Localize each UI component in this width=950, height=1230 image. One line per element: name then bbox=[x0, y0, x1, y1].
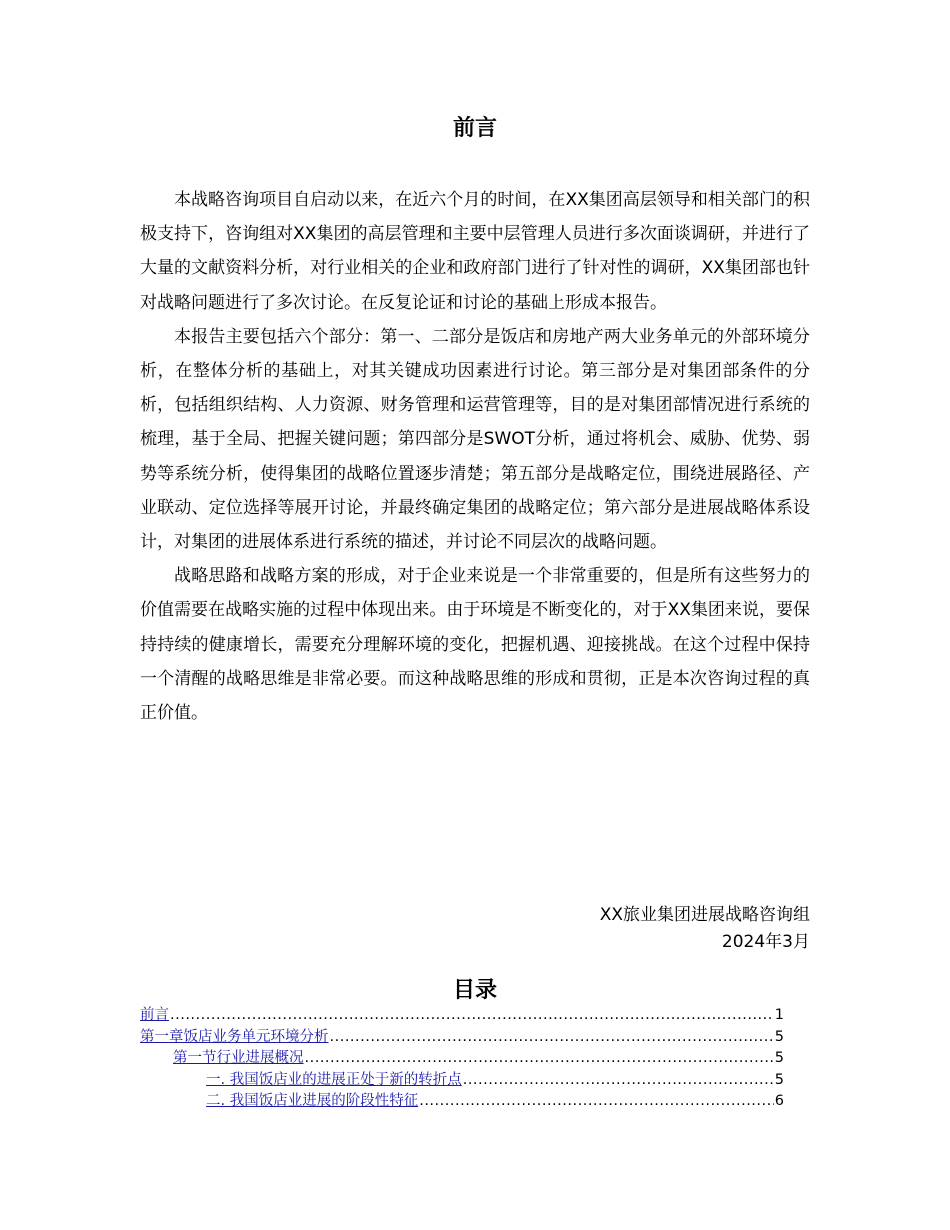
signature-block bbox=[600, 902, 810, 956]
toc-title: 目录 bbox=[452, 978, 497, 1003]
toc-leader-dots bbox=[330, 1027, 774, 1049]
toc-page-number: 5 bbox=[774, 1071, 784, 1088]
toc-entry-preface bbox=[140, 1005, 784, 1027]
signature-org: XX旅业集团进展战略咨询组 bbox=[599, 905, 810, 925]
toc-page-number: 5 bbox=[774, 1050, 784, 1066]
toc-leader-dots bbox=[419, 1091, 774, 1113]
toc-link-subsection-1[interactable]: 一. 我国饭店业的进展正处于新的转折点 bbox=[206, 1071, 462, 1088]
toc-page-number: 6 bbox=[774, 1093, 784, 1109]
preface-paragraph-2: 本报告主要包括六个部分：第一、二部分是饭店和房地产两大业务单元的外部环境分析，在整体分析的基础上，对其关键成功因素进行讨论。第三部分是对集团部条件的分析，包括组织结构、人力资源、财务管理和运营管理等，目的是对集团部情况进行系统的梳理，基于全局、把握关键问题；第四部分是SWOT分析，通过将机会、威胁、优势、弱势等系统分析，使得集团的战略位置逐步清楚；第五部分是战略定位，围绕进展路径、产业联动、定位选择等展开讨论，并最终确定集团的战略定位；第六部分是进展战略体系设计，对集团的进展体系进行系统的描述，并讨论不同层次的战略问题。 bbox=[140, 326, 810, 553]
preface-paragraph-1: 本战略咨询项目自启动以来，在近六个月的时间，在XX集团高层领导和相关部门的积极支持下，咨询组对XX集团的高层管理和主要中层管理人员进行多次面谈调研，并进行了大量的文献资料分析，对行业相关的企业和政府部门进行了针对性的调研，XX集团部也针对战略问题进行了多次讨论。在反复论证和讨论的基础上形成本报告。 bbox=[140, 190, 810, 313]
toc-link-subsection-2[interactable]: 二. 我国饭店业进展的阶段性特征 bbox=[206, 1093, 419, 1109]
toc-leader-dots bbox=[463, 1070, 774, 1092]
toc-page-number: 5 bbox=[774, 1028, 784, 1045]
toc-leader-dots bbox=[305, 1048, 774, 1070]
toc-entry-subsection-2 bbox=[140, 1091, 784, 1113]
toc-link-section-1[interactable]: 第一节行业进展概况 bbox=[173, 1050, 304, 1066]
table-of-contents bbox=[140, 1005, 784, 1113]
preface-paragraph-3: 战略思路和战略方案的形成，对于企业来说是一个非常重要的，但是所有这些努力的价值需要在战略实施的过程中体现出来。由于环境是不断变化的，对于XX集团来说，要保持持续的健康增长，需要充分理解环境的变化，把握机遇、迎接挑战。在这个过程中保持一个清醒的战略思维是非常必要。而这种战略思维的形成和贯彻，正是本次咨询过程的真正价值。 bbox=[140, 566, 810, 724]
toc-link-chapter-1[interactable]: 第一章饭店业务单元环境分析 bbox=[140, 1028, 329, 1045]
preface-title: 前言 bbox=[452, 116, 497, 141]
toc-entry-subsection-1 bbox=[140, 1070, 784, 1092]
toc-entry-chapter-1 bbox=[140, 1027, 784, 1049]
toc-page-number: 1 bbox=[774, 1007, 784, 1023]
toc-leader-dots bbox=[170, 1005, 774, 1027]
preface-body bbox=[140, 183, 810, 730]
signature-date: 2024年3月 bbox=[721, 932, 810, 952]
toc-entry-section-1 bbox=[140, 1048, 784, 1070]
toc-link-preface[interactable]: 前言 bbox=[140, 1007, 169, 1023]
